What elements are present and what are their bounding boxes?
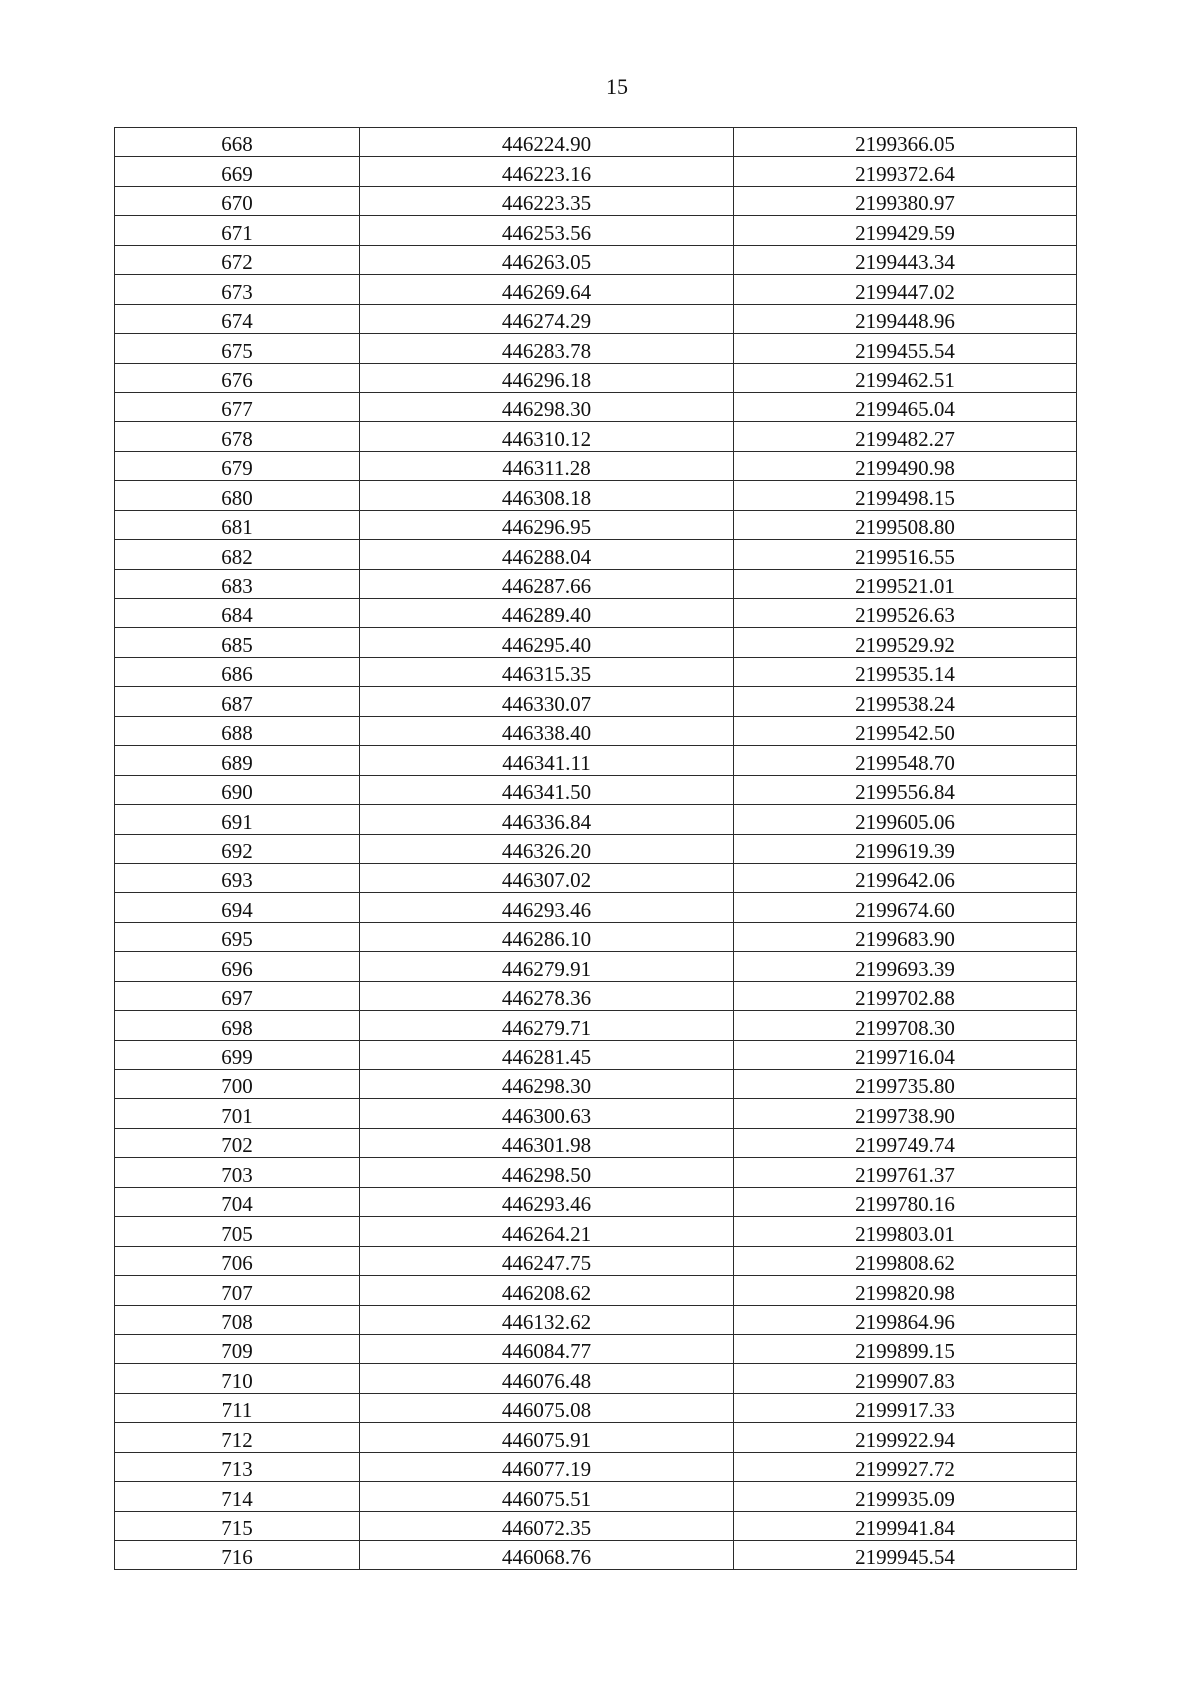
y-coordinate-cell: 2199556.84: [734, 775, 1077, 804]
table-row: [115, 1482, 1077, 1511]
point-number-cell: 684: [115, 599, 360, 628]
table-row: [115, 922, 1077, 951]
x-coordinate-cell: 446223.16: [360, 157, 734, 186]
point-number-cell: 691: [115, 805, 360, 834]
y-coordinate-cell: 2199917.33: [734, 1393, 1077, 1422]
x-coordinate-cell: 446208.62: [360, 1276, 734, 1305]
y-coordinate-cell: 2199716.04: [734, 1040, 1077, 1069]
table-row: [115, 275, 1077, 304]
point-number-cell: 713: [115, 1452, 360, 1481]
table-row: [115, 716, 1077, 745]
table-row: [115, 1217, 1077, 1246]
point-number-cell: 672: [115, 245, 360, 274]
y-coordinate-cell: 2199429.59: [734, 216, 1077, 245]
x-coordinate-cell: 446326.20: [360, 834, 734, 863]
x-coordinate-cell: 446076.48: [360, 1364, 734, 1393]
point-number-cell: 704: [115, 1187, 360, 1216]
point-number-cell: 694: [115, 893, 360, 922]
y-coordinate-cell: 2199462.51: [734, 363, 1077, 392]
y-coordinate-cell: 2199907.83: [734, 1364, 1077, 1393]
y-coordinate-cell: 2199642.06: [734, 863, 1077, 892]
point-number-cell: 668: [115, 128, 360, 157]
table-row: [115, 1128, 1077, 1157]
point-number-cell: 706: [115, 1246, 360, 1275]
table-row: [115, 540, 1077, 569]
table-row: [115, 1276, 1077, 1305]
x-coordinate-cell: 446307.02: [360, 863, 734, 892]
x-coordinate-cell: 446132.62: [360, 1305, 734, 1334]
x-coordinate-cell: 446300.63: [360, 1099, 734, 1128]
y-coordinate-cell: 2199448.96: [734, 304, 1077, 333]
y-coordinate-cell: 2199529.92: [734, 628, 1077, 657]
x-coordinate-cell: 446263.05: [360, 245, 734, 274]
table-row: [115, 216, 1077, 245]
point-number-cell: 680: [115, 481, 360, 510]
x-coordinate-cell: 446310.12: [360, 422, 734, 451]
point-number-cell: 685: [115, 628, 360, 657]
table-row: [115, 1040, 1077, 1069]
point-number-cell: 693: [115, 863, 360, 892]
table-row: [115, 893, 1077, 922]
y-coordinate-cell: 2199683.90: [734, 922, 1077, 951]
y-coordinate-cell: 2199945.54: [734, 1541, 1077, 1570]
y-coordinate-cell: 2199526.63: [734, 599, 1077, 628]
table-row: [115, 245, 1077, 274]
table-row: [115, 451, 1077, 480]
y-coordinate-cell: 2199366.05: [734, 128, 1077, 157]
table-row: [115, 334, 1077, 363]
point-number-cell: 699: [115, 1040, 360, 1069]
y-coordinate-cell: 2199482.27: [734, 422, 1077, 451]
x-coordinate-cell: 446264.21: [360, 1217, 734, 1246]
point-number-cell: 690: [115, 775, 360, 804]
table-row: [115, 628, 1077, 657]
point-number-cell: 686: [115, 657, 360, 686]
x-coordinate-cell: 446336.84: [360, 805, 734, 834]
table-row: [115, 1099, 1077, 1128]
point-number-cell: 716: [115, 1541, 360, 1570]
table-row: [115, 304, 1077, 333]
point-number-cell: 676: [115, 363, 360, 392]
point-number-cell: 711: [115, 1393, 360, 1422]
y-coordinate-cell: 2199508.80: [734, 510, 1077, 539]
point-number-cell: 670: [115, 186, 360, 215]
point-number-cell: 696: [115, 952, 360, 981]
x-coordinate-cell: 446269.64: [360, 275, 734, 304]
y-coordinate-cell: 2199899.15: [734, 1334, 1077, 1363]
table-row: [115, 128, 1077, 157]
table-row: [115, 1511, 1077, 1540]
point-number-cell: 701: [115, 1099, 360, 1128]
table-row: [115, 746, 1077, 775]
x-coordinate-cell: 446075.08: [360, 1393, 734, 1422]
x-coordinate-cell: 446075.51: [360, 1482, 734, 1511]
table-row: [115, 1452, 1077, 1481]
point-number-cell: 679: [115, 451, 360, 480]
table-row: [115, 1541, 1077, 1570]
x-coordinate-cell: 446286.10: [360, 922, 734, 951]
x-coordinate-cell: 446296.18: [360, 363, 734, 392]
y-coordinate-cell: 2199619.39: [734, 834, 1077, 863]
y-coordinate-cell: 2199761.37: [734, 1158, 1077, 1187]
y-coordinate-cell: 2199605.06: [734, 805, 1077, 834]
point-number-cell: 682: [115, 540, 360, 569]
x-coordinate-cell: 446224.90: [360, 128, 734, 157]
table-row: [115, 510, 1077, 539]
table-row: [115, 1364, 1077, 1393]
y-coordinate-cell: 2199548.70: [734, 746, 1077, 775]
table-row: [115, 1070, 1077, 1099]
point-number-cell: 688: [115, 716, 360, 745]
point-number-cell: 689: [115, 746, 360, 775]
point-number-cell: 709: [115, 1334, 360, 1363]
y-coordinate-cell: 2199820.98: [734, 1276, 1077, 1305]
y-coordinate-cell: 2199380.97: [734, 186, 1077, 215]
x-coordinate-cell: 446283.78: [360, 334, 734, 363]
x-coordinate-cell: 446068.76: [360, 1541, 734, 1570]
y-coordinate-cell: 2199542.50: [734, 716, 1077, 745]
table-row: [115, 569, 1077, 598]
y-coordinate-cell: 2199808.62: [734, 1246, 1077, 1275]
table-row: [115, 775, 1077, 804]
table-row: [115, 1158, 1077, 1187]
table-row: [115, 1334, 1077, 1363]
y-coordinate-cell: 2199521.01: [734, 569, 1077, 598]
table-row: [115, 952, 1077, 981]
x-coordinate-cell: 446315.35: [360, 657, 734, 686]
y-coordinate-cell: 2199516.55: [734, 540, 1077, 569]
table-row: [115, 805, 1077, 834]
y-coordinate-cell: 2199498.15: [734, 481, 1077, 510]
x-coordinate-cell: 446308.18: [360, 481, 734, 510]
x-coordinate-cell: 446287.66: [360, 569, 734, 598]
x-coordinate-cell: 446293.46: [360, 893, 734, 922]
point-number-cell: 707: [115, 1276, 360, 1305]
y-coordinate-cell: 2199490.98: [734, 451, 1077, 480]
point-number-cell: 703: [115, 1158, 360, 1187]
table-row: [115, 1187, 1077, 1216]
x-coordinate-cell: 446293.46: [360, 1187, 734, 1216]
point-number-cell: 673: [115, 275, 360, 304]
y-coordinate-cell: 2199674.60: [734, 893, 1077, 922]
y-coordinate-cell: 2199738.90: [734, 1099, 1077, 1128]
x-coordinate-cell: 446274.29: [360, 304, 734, 333]
y-coordinate-cell: 2199538.24: [734, 687, 1077, 716]
y-coordinate-cell: 2199780.16: [734, 1187, 1077, 1216]
point-number-cell: 700: [115, 1070, 360, 1099]
point-number-cell: 681: [115, 510, 360, 539]
point-number-cell: 698: [115, 1011, 360, 1040]
x-coordinate-cell: 446341.50: [360, 775, 734, 804]
x-coordinate-cell: 446247.75: [360, 1246, 734, 1275]
x-coordinate-cell: 446084.77: [360, 1334, 734, 1363]
table-row: [115, 1305, 1077, 1334]
point-number-cell: 714: [115, 1482, 360, 1511]
x-coordinate-cell: 446295.40: [360, 628, 734, 657]
y-coordinate-cell: 2199927.72: [734, 1452, 1077, 1481]
x-coordinate-cell: 446301.98: [360, 1128, 734, 1157]
point-number-cell: 712: [115, 1423, 360, 1452]
table-row: [115, 1393, 1077, 1422]
coordinates-table-body: [115, 128, 1077, 1570]
point-number-cell: 697: [115, 981, 360, 1010]
table-row: [115, 1423, 1077, 1452]
point-number-cell: 710: [115, 1364, 360, 1393]
point-number-cell: 705: [115, 1217, 360, 1246]
point-number-cell: 671: [115, 216, 360, 245]
y-coordinate-cell: 2199535.14: [734, 657, 1077, 686]
point-number-cell: 675: [115, 334, 360, 363]
x-coordinate-cell: 446279.91: [360, 952, 734, 981]
point-number-cell: 695: [115, 922, 360, 951]
x-coordinate-cell: 446223.35: [360, 186, 734, 215]
y-coordinate-cell: 2199708.30: [734, 1011, 1077, 1040]
x-coordinate-cell: 446298.30: [360, 1070, 734, 1099]
x-coordinate-cell: 446289.40: [360, 599, 734, 628]
x-coordinate-cell: 446298.30: [360, 392, 734, 421]
point-number-cell: 677: [115, 392, 360, 421]
table-row: [115, 599, 1077, 628]
x-coordinate-cell: 446311.28: [360, 451, 734, 480]
y-coordinate-cell: 2199935.09: [734, 1482, 1077, 1511]
y-coordinate-cell: 2199693.39: [734, 952, 1077, 981]
table-row: [115, 1011, 1077, 1040]
x-coordinate-cell: 446075.91: [360, 1423, 734, 1452]
y-coordinate-cell: 2199443.34: [734, 245, 1077, 274]
point-number-cell: 674: [115, 304, 360, 333]
table-row: [115, 481, 1077, 510]
x-coordinate-cell: 446288.04: [360, 540, 734, 569]
point-number-cell: 715: [115, 1511, 360, 1540]
y-coordinate-cell: 2199465.04: [734, 392, 1077, 421]
x-coordinate-cell: 446279.71: [360, 1011, 734, 1040]
y-coordinate-cell: 2199372.64: [734, 157, 1077, 186]
table-row: [115, 863, 1077, 892]
point-number-cell: 683: [115, 569, 360, 598]
y-coordinate-cell: 2199749.74: [734, 1128, 1077, 1157]
table-row: [115, 981, 1077, 1010]
y-coordinate-cell: 2199864.96: [734, 1305, 1077, 1334]
y-coordinate-cell: 2199803.01: [734, 1217, 1077, 1246]
point-number-cell: 687: [115, 687, 360, 716]
page-number: 15: [606, 74, 628, 99]
x-coordinate-cell: 446338.40: [360, 716, 734, 745]
y-coordinate-cell: 2199941.84: [734, 1511, 1077, 1540]
y-coordinate-cell: 2199455.54: [734, 334, 1077, 363]
point-number-cell: 678: [115, 422, 360, 451]
table-row: [115, 157, 1077, 186]
x-coordinate-cell: 446330.07: [360, 687, 734, 716]
x-coordinate-cell: 446298.50: [360, 1158, 734, 1187]
point-number-cell: 708: [115, 1305, 360, 1334]
x-coordinate-cell: 446072.35: [360, 1511, 734, 1540]
x-coordinate-cell: 446077.19: [360, 1452, 734, 1481]
point-number-cell: 692: [115, 834, 360, 863]
y-coordinate-cell: 2199922.94: [734, 1423, 1077, 1452]
coordinates-table: [114, 127, 1077, 1570]
x-coordinate-cell: 446281.45: [360, 1040, 734, 1069]
table-row: [115, 1246, 1077, 1275]
y-coordinate-cell: 2199735.80: [734, 1070, 1077, 1099]
x-coordinate-cell: 446296.95: [360, 510, 734, 539]
point-number-cell: 702: [115, 1128, 360, 1157]
table-row: [115, 834, 1077, 863]
x-coordinate-cell: 446341.11: [360, 746, 734, 775]
x-coordinate-cell: 446253.56: [360, 216, 734, 245]
table-row: [115, 422, 1077, 451]
table-row: [115, 687, 1077, 716]
x-coordinate-cell: 446278.36: [360, 981, 734, 1010]
y-coordinate-cell: 2199447.02: [734, 275, 1077, 304]
table-row: [115, 392, 1077, 421]
table-row: [115, 186, 1077, 215]
table-row: [115, 657, 1077, 686]
y-coordinate-cell: 2199702.88: [734, 981, 1077, 1010]
table-row: [115, 363, 1077, 392]
point-number-cell: 669: [115, 157, 360, 186]
